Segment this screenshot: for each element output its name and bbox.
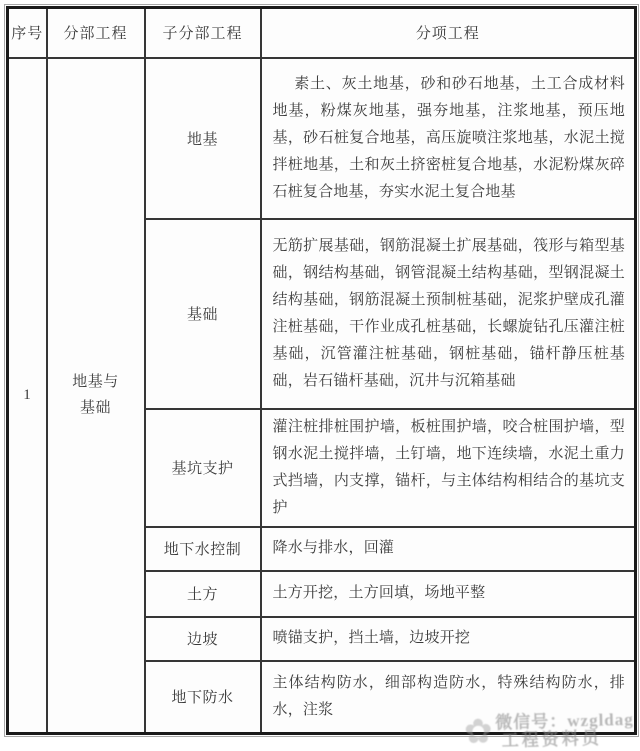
items-cell-bianpo: 喷锚支护，挡土墙，边坡开挖 xyxy=(261,617,636,661)
table-row xyxy=(8,58,636,219)
header-subdivision-works: 子分部工程 xyxy=(145,8,261,58)
subdivision-cell-dixiashuikongzhi: 地下水控制 xyxy=(145,527,261,571)
header-division-works: 分部工程 xyxy=(47,8,145,58)
subdivision-cell-jichu: 基础 xyxy=(145,219,261,409)
items-cell-tufang: 土方开挖，土方回填，场地平整 xyxy=(261,571,636,617)
division-cell xyxy=(47,58,145,734)
subdivision-cell-tufang: 土方 xyxy=(145,571,261,617)
subdivision-cell-dixiafangshui: 地下防水 xyxy=(145,661,261,734)
header-item-works: 分项工程 xyxy=(261,8,636,58)
items-cell-dixiafangshui: 主体结构防水，细部构造防水，特殊结构防水，排水，注浆 xyxy=(261,661,636,734)
serial-number-cell: 1 xyxy=(8,58,47,734)
subdivision-cell-diji: 地基 xyxy=(145,58,261,219)
header-row xyxy=(8,8,636,58)
watermark-wechat-id: 微信号：wzgldag xyxy=(495,709,634,733)
flower-stamp-icon: ✿ xyxy=(463,713,493,751)
watermark-account-name: 工程资料员 xyxy=(501,728,602,751)
scanned-table-sheet xyxy=(6,6,637,735)
classification-table xyxy=(6,6,637,735)
division-name-line2: 基础 xyxy=(79,400,111,417)
items-cell-dixiashuikongzhi: 降水与排水，回灌 xyxy=(261,527,636,571)
header-serial-number: 序号 xyxy=(8,8,47,58)
subdivision-cell-jikengzhihu: 基坑支护 xyxy=(145,409,261,527)
subdivision-cell-bianpo: 边坡 xyxy=(145,617,261,661)
items-cell-diji: 素土、灰土地基，砂和砂石地基，土工合成材料地基，粉煤灰地基，强夯地基，注浆地基，预压地基，砂石桩复合地基，高压旋喷注浆地基，水泥土搅拌桩地基，土和灰土挤密桩复合地基，水泥粉煤灰碎石桩复合地基，夯实水泥土复合地基 xyxy=(261,58,636,219)
items-cell-jichu: 无筋扩展基础，钢筋混凝土扩展基础，筏形与箱型基础，钢结构基础，钢管混凝土结构基础，型钢混凝土结构基础，钢筋混凝土预制桩基础，泥浆护壁成孔灌注桩基础，干作业成孔桩基础，长螺旋钻孔压灌注桩基础，沉管灌注桩基础，钢桩基础，锚杆静压桩基础，岩石锚杆基础，沉井与沉箱基础 xyxy=(261,219,636,409)
division-name-line1: 地基与 xyxy=(72,374,119,391)
items-cell-jikengzhihu: 灌注桩排桩围护墙，板桩围护墙，咬合桩围护墙，型钢水泥土搅拌墙，土钉墙，地下连续墙，水泥土重力式挡墙，内支撑，锚杆，与主体结构相结合的基坑支护 xyxy=(261,409,636,527)
